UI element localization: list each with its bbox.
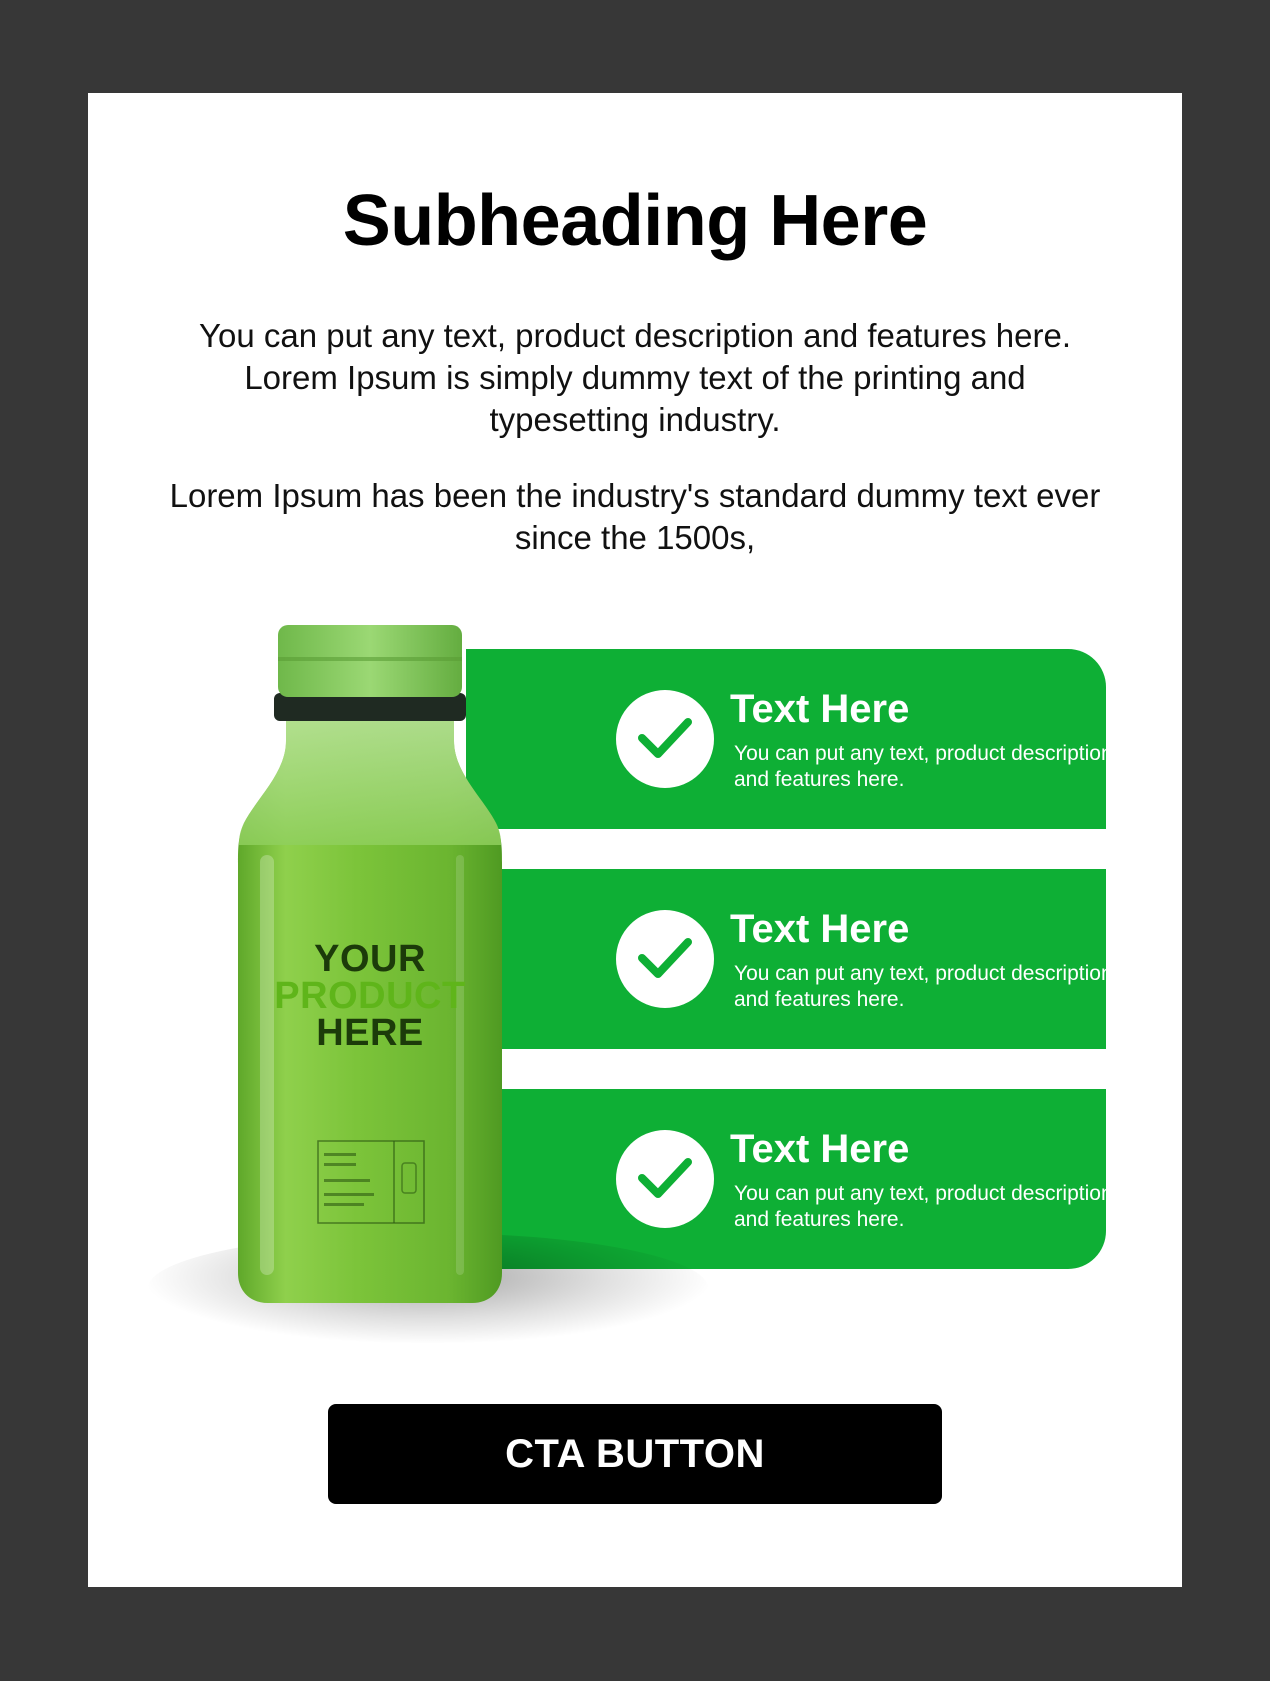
feature-description: You can put any text, product description and features here. bbox=[734, 742, 1113, 791]
checkmark-icon bbox=[616, 1130, 714, 1228]
feature-list bbox=[466, 649, 1113, 1269]
checkmark-icon bbox=[616, 690, 714, 788]
feature-title: Text Here bbox=[730, 1127, 910, 1171]
secondary-paragraph: Lorem Ipsum has been the industry's standard dummy text ever since the 1500s, bbox=[169, 477, 1101, 556]
page-title: Subheading Here bbox=[342, 181, 928, 261]
bottle-label-line: YOUR bbox=[314, 938, 426, 980]
feature-card bbox=[466, 649, 1113, 829]
promo-card bbox=[88, 93, 1182, 1587]
product-bottle-image bbox=[234, 623, 506, 1305]
feature-description: You can put any text, product description and features here. bbox=[734, 962, 1113, 1011]
checkmark-icon bbox=[616, 910, 714, 1008]
feature-title: Text Here bbox=[730, 907, 910, 951]
bottle-label bbox=[234, 938, 506, 1054]
intro-paragraph: You can put any text, product description and features here. Lorem Ipsum is simply dummy text of the printing and typesetting industry. bbox=[198, 317, 1072, 438]
feature-title: Text Here bbox=[730, 687, 910, 731]
cta-button[interactable]: CTA BUTTON bbox=[328, 1404, 942, 1504]
bottle-label-line: HERE bbox=[316, 1012, 424, 1054]
feature-description: You can put any text, product description and features here. bbox=[734, 1182, 1113, 1231]
bottle-label-line: PRODUCT bbox=[274, 975, 466, 1017]
feature-card bbox=[466, 869, 1113, 1049]
